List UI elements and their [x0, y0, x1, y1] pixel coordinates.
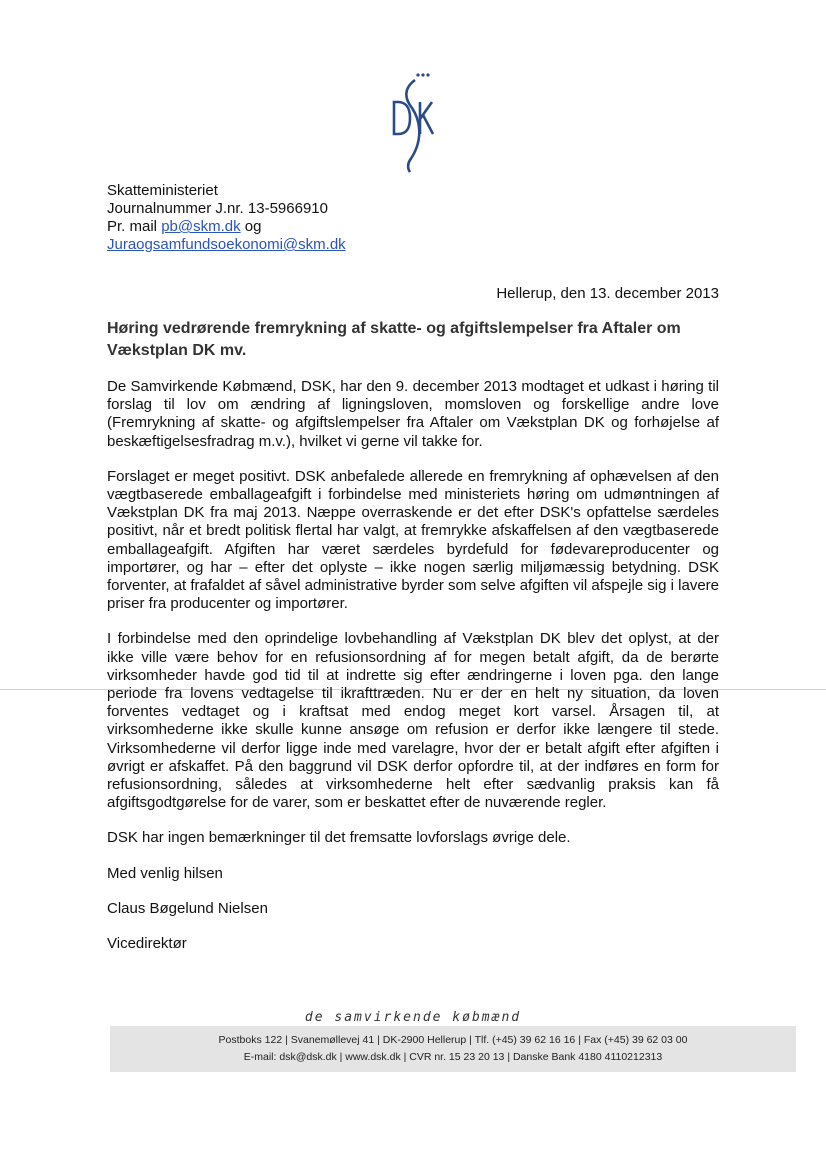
footer-address: Postboks 122 | Svanemøllevej 41 | DK-2900 Hellerup | Tlf. (+45) 39 62 16 16 | Fax (+45) 39 62 03 00	[218, 1034, 688, 1046]
paragraph: Forslaget er meget positivt. DSK anbefalede allerede en fremrykning af ophævelsen af den vægtbaserede emballageafgift i forbindelse med ministeriets høring om udmøntningen af Vækstplan DK fra maj 2013. Næppe overraskende er det efter DSK's opfattelse særdeles positivt, når et bredt politisk flertal har valgt, at fremrykke afskaffelsen af den vægtbaserede emballageafgift. Afgiften har været særdeles byrdefuld for fødevareproducenter og importører, og har – efter det oplyste – ikke nogen særlig miljømæssig betydning. DSK forventer, at frafaldet af såvel administrative byrder som selve afgiften vil afspejle sig i lavere priser fra producenter og importører.	[107, 467, 719, 613]
mail-line	[107, 218, 346, 236]
dsk-logo	[382, 68, 442, 178]
paragraph: De Samvirkende Købmænd, DSK, har den 9. december 2013 modtaget et udkast i høring til forslag til lov om ændring af ligningsloven, momsloven og forskellige andre love (Fremrykning af skatte- og afgiftslempelser fra Aftaler om Vækstplan DK og forhøjelse af beskæftigelsesfradrag m.v.), hvilket vi gerne vil takke for.	[107, 378, 719, 450]
letter-date: Hellerup, den 13. december 2013	[496, 285, 719, 302]
letter-body	[107, 378, 719, 970]
email-link-pb[interactable]: pb@skm.dk	[161, 218, 241, 235]
signatory-role: Vicedirektør	[107, 935, 187, 953]
paragraph: DSK har ingen bemærkninger til det fremsatte lovforslags øvrige dele.	[107, 829, 571, 847]
letter-title: Høring vedrørende fremrykning af skatte- og afgiftslempelser fra Aftaler om Vækstplan DK mv.	[107, 320, 681, 359]
footer-brand: de samvirkende købmænd	[304, 1010, 522, 1025]
mail-suffix: og	[240, 218, 262, 235]
signatory-name: Claus Bøgelund Nielsen	[107, 899, 268, 917]
recipient-block	[107, 182, 346, 254]
email-link-jura[interactable]: Juraogsamfundsoekonomi@skm.dk	[107, 236, 346, 253]
footer-contact	[110, 1026, 796, 1072]
paragraph: I forbindelse med den oprindelige lovbehandling af Vækstplan DK blev det oplyst, at der ikke ville være behov for en refusionsordning af for megen betalt afgift, da de berørte virksomheder havde god tid til at indrette sig efter ændringerne i loven pga. den lange periode fra lovens vedtagelse til ikrafttræden. Nu er der en helt ny situation, da loven forventes vedtaget og i kraftsat med endog meget kort varsel. Årsagen til, at virksomhederne ikke skulle kunne ansøge om refusion er derfor ikke længere til stede. Virksomhederne vil derfor ligge inde med varelagre, hvor der er betalt afgift efter afgiften i øvrigt er afskaffet. På den baggrund vil DSK derfor opfordre til, at der indføres en form for refusionsordning, således at virksomhederne helt efter sædvanlig praksis kan få afgiftsgodtgørelse for de varer, som er beskattet efter de nuværende regler.	[107, 630, 719, 812]
journal-number: Journalnummer J.nr. 13-5966910	[107, 200, 328, 217]
mail-prefix: Pr. mail	[107, 218, 162, 235]
recipient-name: Skatteministeriet	[107, 182, 218, 199]
footer-details: E-mail: dsk@dsk.dk | www.dsk.dk | CVR nr. 15 23 20 13 | Danske Bank 4180 4110212313	[243, 1051, 663, 1063]
closing: Med venlig hilsen	[107, 864, 223, 882]
